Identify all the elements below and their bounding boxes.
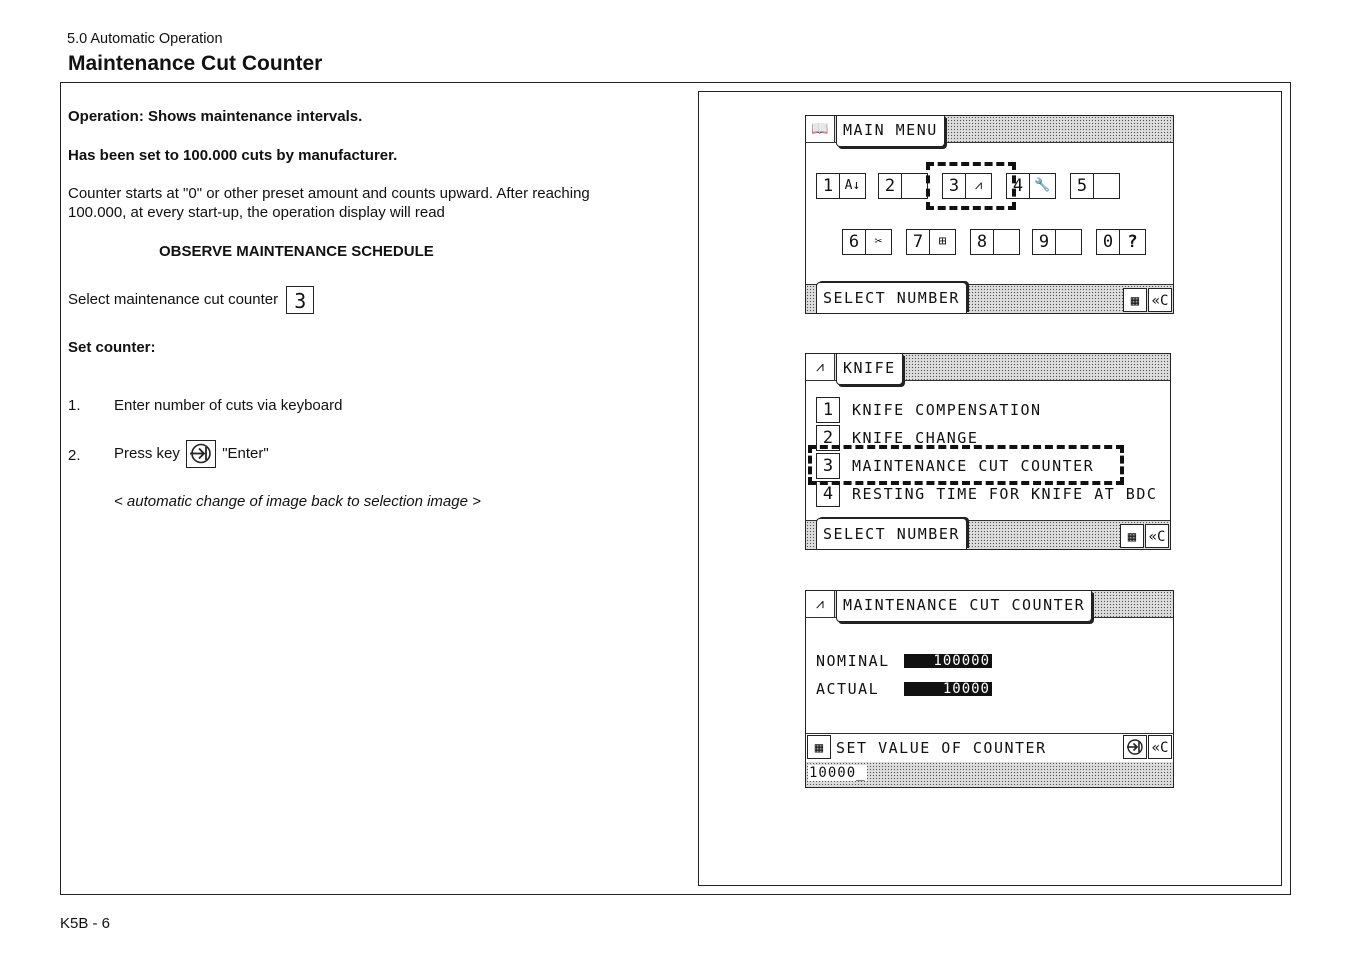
knife-item-2-key[interactable]: 2 <box>816 425 840 451</box>
step-2-line <box>114 440 269 468</box>
knife-icon: ⩘ <box>806 591 835 617</box>
program-icon: ⊞ <box>930 229 956 255</box>
cut-icon: ✂ <box>866 229 892 255</box>
knife-screen <box>805 353 1171 550</box>
knife-icon: ⩘ <box>806 354 835 380</box>
step-1-number: 1. <box>68 397 81 414</box>
auto-change-note: < automatic change of image back to selection image > <box>114 493 481 510</box>
empty-icon <box>994 229 1020 255</box>
empty-icon <box>902 173 928 199</box>
knife-item-1-label: KNIFE COMPENSATION <box>852 401 1042 419</box>
help-icon: ? <box>1120 229 1146 255</box>
highlight-key-3 <box>926 162 1016 210</box>
menu-key-4[interactable]: 4 <box>1006 173 1030 199</box>
menu-key-2[interactable]: 2 <box>878 173 902 199</box>
step-1-text: Enter number of cuts via keyboard <box>114 397 343 414</box>
maintenance-tab: MAINTENANCE CUT COUNTER <box>836 591 1092 622</box>
menu-key-0[interactable]: 0 <box>1096 229 1120 255</box>
knife-item-4-key[interactable]: 4 <box>816 481 840 507</box>
observe-warning: OBSERVE MAINTENANCE SCHEDULE <box>159 243 434 260</box>
book-icon: 📖 <box>806 116 835 142</box>
knife-item-3-label: MAINTENANCE CUT COUNTER <box>852 457 1095 475</box>
counter-description: Counter starts at "0" or other preset amount and counts upward. After reaching 100.000, at every start-up, the operation display will read <box>68 185 590 221</box>
step-2-number: 2. <box>68 447 81 464</box>
clear-button[interactable]: «C <box>1148 288 1172 312</box>
empty-icon <box>1094 173 1120 199</box>
main-menu-screen <box>805 115 1174 314</box>
keypad-icon[interactable]: ▦ <box>1123 288 1147 312</box>
menu-key-6[interactable]: 6 <box>842 229 866 255</box>
knife-icon: ⩘ <box>966 173 992 199</box>
sort-icon: A↓ <box>840 173 866 199</box>
step-2-suffix: "Enter" <box>222 444 269 462</box>
main-menu-tab: MAIN MENU <box>836 116 945 147</box>
actual-label: ACTUAL <box>816 680 880 698</box>
page-title: Maintenance Cut Counter <box>68 52 323 75</box>
knife-item-2-label: KNIFE CHANGE <box>852 429 979 447</box>
key-3-icon: 3 <box>286 286 314 314</box>
knife-item-1-key[interactable]: 1 <box>816 397 840 423</box>
nominal-label: NOMINAL <box>816 652 890 670</box>
menu-key-1[interactable]: 1 <box>816 173 840 199</box>
set-value-label: SET VALUE OF COUNTER <box>836 739 1047 757</box>
knife-tab: KNIFE <box>836 354 903 385</box>
menu-key-3[interactable]: 3 <box>942 173 966 199</box>
step-2-text: Press key <box>114 444 180 462</box>
knife-item-4-label: RESTING TIME FOR KNIFE AT BDC <box>852 485 1158 503</box>
clear-button[interactable]: «C <box>1148 735 1172 759</box>
select-text: Select maintenance cut counter <box>68 290 279 308</box>
enter-key-icon <box>186 440 216 468</box>
page-number: K5B - 6 <box>60 915 111 932</box>
maintenance-counter-screen <box>805 590 1174 788</box>
highlight-item-3 <box>808 445 1124 485</box>
preset-text: Has been set to 100.000 cuts by manufacturer. <box>68 147 398 164</box>
section-heading: 5.0 Automatic Operation <box>67 31 223 47</box>
counter-input[interactable]: 10000_ <box>809 765 866 781</box>
nominal-value: 100000 <box>904 654 992 668</box>
menu-key-8[interactable]: 8 <box>970 229 994 255</box>
operation-text: Operation: Shows maintenance intervals. <box>68 108 363 125</box>
select-number-label: SELECT NUMBER <box>816 282 967 313</box>
menu-key-5[interactable]: 5 <box>1070 173 1094 199</box>
select-number-label: SELECT NUMBER <box>816 518 967 549</box>
enter-icon[interactable] <box>1123 735 1147 759</box>
knife-item-3-key[interactable]: 3 <box>816 453 840 479</box>
menu-key-7[interactable]: 7 <box>906 229 930 255</box>
set-counter-heading: Set counter: <box>68 339 156 356</box>
menu-key-9[interactable]: 9 <box>1032 229 1056 255</box>
keypad-icon[interactable]: ▦ <box>1120 524 1144 548</box>
empty-icon <box>1056 229 1082 255</box>
keypad-icon[interactable]: ▦ <box>807 735 831 759</box>
select-line <box>68 286 314 314</box>
wrench-icon: 🔧 <box>1030 173 1056 199</box>
actual-value: 10000 <box>904 682 992 696</box>
clear-button[interactable]: «C <box>1145 524 1169 548</box>
